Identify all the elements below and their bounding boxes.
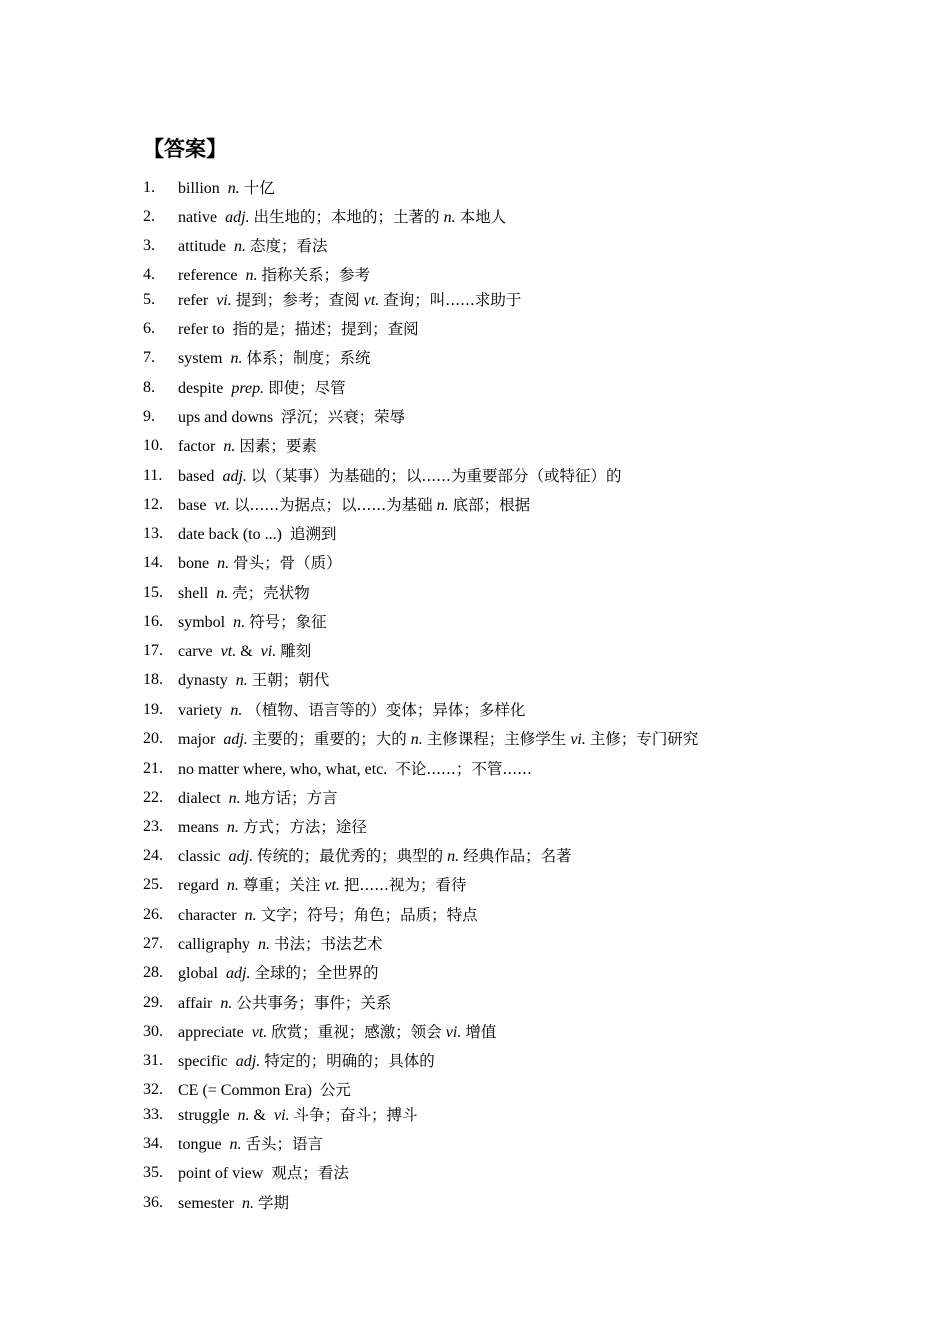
item-number: 30. [143, 1023, 163, 1040]
part-of-speech: n. [229, 1136, 242, 1153]
definition: 指的是；描述；提到；查阅 [232, 320, 419, 338]
item-text [178, 728, 698, 751]
item-number: 11. [143, 467, 163, 484]
item-text [178, 1079, 351, 1102]
definition: 壳；壳状物 [232, 584, 310, 602]
item-text [178, 523, 336, 546]
part-of-speech: vi. [445, 1024, 462, 1041]
part-of-speech: n. [230, 702, 243, 719]
item-text [178, 582, 310, 605]
definition: 特定的；明确的；具体的 [264, 1052, 435, 1070]
definition: 传统的；最优秀的；典型的 [257, 847, 444, 865]
item-text [178, 347, 370, 370]
headword: regard [178, 877, 219, 894]
item-number: 15. [143, 584, 163, 601]
part-of-speech: n. [443, 209, 456, 226]
definition: 增值 [465, 1023, 497, 1041]
headword: base [178, 497, 207, 514]
part-of-speech: vt. [220, 643, 237, 660]
definition: 以（某事）为基础的；以......为重要部分（或特征）的 [250, 467, 622, 485]
definition: 经典作品；名著 [463, 847, 572, 865]
headword: billion [178, 180, 220, 197]
definition: 指称关系；参考 [261, 266, 371, 284]
headword: despite [178, 380, 224, 397]
item-text [178, 874, 466, 897]
item-number: 4. [143, 266, 155, 283]
definition: 底部；根据 [452, 496, 531, 514]
definition: 斗争；奋斗；搏斗 [293, 1106, 418, 1124]
item-text [178, 904, 478, 927]
definition: （植物、语言等的）变体；异体；多样化 [246, 701, 526, 719]
item-number: 26. [143, 906, 163, 923]
definition: 本地人 [459, 208, 507, 226]
item-text [178, 992, 391, 1015]
definition: 尊重；关注 [242, 876, 321, 894]
definition: 地方话；方言 [244, 789, 338, 807]
item-text [178, 1133, 323, 1156]
definition: 王朝；朝代 [251, 671, 330, 689]
part-of-speech: vt. [324, 877, 340, 894]
headword: attitude [178, 238, 226, 255]
definition: 出生地的；本地的；土著的 [253, 208, 440, 226]
definition: 追溯到 [289, 525, 337, 543]
item-text [178, 177, 275, 200]
definition: 欣赏；重视；感激；领会 [271, 1023, 442, 1041]
item-text [178, 1050, 435, 1073]
definition: 提到；参考；查阅 [235, 291, 360, 309]
definition: 把......视为；看待 [343, 876, 467, 894]
item-number: 32. [143, 1081, 163, 1098]
answer-heading: 【答案】 [143, 137, 227, 161]
item-number: 22. [143, 789, 163, 806]
part-of-speech: n. [410, 731, 423, 748]
item-number: 33. [143, 1106, 163, 1123]
item-text [178, 669, 329, 692]
headword: means [178, 819, 219, 836]
headword: dialect [178, 790, 221, 807]
definition: 方式；方法；途径 [242, 818, 367, 836]
item-text [178, 640, 311, 663]
headword: specific [178, 1053, 228, 1070]
part-of-speech: n. [216, 585, 229, 602]
headword: semester [178, 1195, 234, 1212]
item-number: 18. [143, 671, 163, 688]
part-of-speech: n. [235, 672, 248, 689]
item-text [178, 318, 419, 341]
part-of-speech: adj. [226, 965, 251, 982]
definition: 不论......；不管...... [395, 760, 532, 778]
item-number: 13. [143, 525, 163, 542]
definition: 文字；符号；角色；品质；特点 [260, 906, 478, 924]
item-text [178, 933, 382, 956]
item-number: 9. [143, 408, 155, 425]
item-number: 2. [143, 208, 155, 225]
item-text [178, 435, 317, 458]
item-text [178, 758, 532, 781]
headword: ups and downs [178, 409, 274, 426]
definition: 态度；看法 [249, 237, 328, 255]
definition: 公共事务；事件；关系 [236, 994, 392, 1012]
headword: bone [178, 555, 210, 572]
part-of-speech: vi. [260, 643, 277, 660]
item-number: 7. [143, 349, 155, 366]
item-text [178, 1192, 289, 1215]
headword: carve [178, 643, 213, 660]
headword: tongue [178, 1136, 222, 1153]
item-text [178, 494, 530, 517]
definition: 学期 [257, 1194, 289, 1212]
item-number: 8. [143, 379, 155, 396]
part-of-speech: vi. [570, 731, 586, 748]
item-number: 21. [143, 760, 163, 777]
definition: 以......为据点；以......为基础 [233, 496, 433, 514]
item-text [178, 787, 338, 810]
item-text [178, 816, 367, 839]
part-of-speech: n. [233, 238, 246, 255]
headword: dynasty [178, 672, 228, 689]
headword: system [178, 350, 223, 367]
part-of-speech: vt. [251, 1024, 268, 1041]
headword: refer [178, 292, 209, 309]
item-number: 16. [143, 613, 163, 630]
item-text [178, 235, 328, 258]
item-text [178, 264, 370, 287]
headword: based [178, 468, 215, 485]
headword: point of view [178, 1165, 264, 1182]
part-of-speech: adj. [235, 1053, 261, 1070]
item-text [178, 289, 521, 312]
part-of-speech: n. [257, 936, 270, 953]
part-of-speech: n. [436, 497, 449, 514]
part-of-speech: n. [241, 1195, 254, 1212]
headword: global [178, 965, 218, 982]
headword: refer to [178, 321, 225, 338]
part-of-speech: n. [227, 180, 240, 197]
item-number: 29. [143, 994, 163, 1011]
headword: shell [178, 585, 209, 602]
item-text [178, 962, 378, 985]
item-text [178, 845, 572, 868]
headword: no matter where, who, what, etc. [178, 761, 388, 778]
definition: 浮沉；兴衰；荣辱 [281, 408, 406, 426]
part-of-speech: n. [245, 267, 258, 284]
item-number: 25. [143, 876, 163, 893]
definition: 骨头；骨（质） [233, 554, 342, 572]
headword: reference [178, 267, 238, 284]
headword: factor [178, 438, 216, 455]
item-text [178, 1104, 418, 1127]
item-text [178, 465, 621, 488]
definition: 十亿 [243, 179, 275, 197]
part-of-speech: n. [230, 350, 243, 367]
definition: 因素；要素 [239, 437, 317, 455]
headword: calligraphy [178, 936, 250, 953]
definition: 查询；叫......求助于 [383, 291, 522, 309]
part-of-speech: n. [233, 614, 246, 631]
part-of-speech: adj. [225, 209, 250, 226]
part-of-speech: adj. [223, 731, 248, 748]
part-of-speech: vt. [363, 292, 380, 309]
item-number: 19. [143, 701, 163, 718]
item-number: 3. [143, 237, 155, 254]
part-of-speech: n. [220, 995, 233, 1012]
headword: variety [178, 702, 223, 719]
item-text [178, 1021, 496, 1044]
item-number: 35. [143, 1164, 163, 1181]
definition: 全球的；全世界的 [254, 964, 379, 982]
part-of-speech: n. [223, 438, 236, 455]
definition: 雕刻 [280, 642, 312, 660]
part-of-speech: vi. [216, 292, 232, 309]
definition: 书法；书法艺术 [273, 935, 383, 953]
headword: classic [178, 848, 221, 865]
item-number: 10. [143, 437, 163, 454]
item-number: 20. [143, 730, 163, 747]
item-text [178, 1162, 349, 1185]
part-of-speech: n. [237, 1107, 250, 1124]
item-number: 14. [143, 554, 163, 571]
definition: 主要的；重要的；大的 [251, 730, 407, 748]
definition: 即使；尽管 [268, 379, 346, 397]
definition: 体系；制度；系统 [246, 349, 371, 367]
definition: 舌头；语言 [245, 1135, 324, 1153]
item-text [178, 406, 405, 429]
item-number: 34. [143, 1135, 163, 1152]
headword: struggle [178, 1107, 230, 1124]
headword: affair [178, 995, 213, 1012]
part-of-speech: vt. [214, 497, 230, 514]
headword: CE (= Common Era) [178, 1082, 312, 1099]
headword: appreciate [178, 1024, 244, 1041]
item-text [178, 611, 327, 634]
part-of-speech: n. [228, 790, 241, 807]
headword: major [178, 731, 216, 748]
definition: 主修课程；主修学生 [426, 730, 567, 748]
part-of-speech: prep. [231, 380, 265, 397]
definition: 观点；看法 [271, 1164, 349, 1182]
item-number: 28. [143, 964, 163, 981]
headword: date back (to ...) [178, 526, 282, 543]
item-number: 27. [143, 935, 163, 952]
item-number: 24. [143, 847, 163, 864]
headword: & [240, 643, 253, 660]
definition: 公元 [319, 1081, 351, 1099]
item-text [178, 552, 342, 575]
part-of-speech: n. [244, 907, 257, 924]
part-of-speech: vi. [274, 1107, 290, 1124]
item-number: 5. [143, 291, 155, 308]
headword: & [253, 1107, 266, 1124]
definition: 符号；象征 [249, 613, 327, 631]
item-number: 17. [143, 642, 163, 659]
part-of-speech: n. [447, 848, 460, 865]
item-text [178, 699, 525, 722]
item-number: 31. [143, 1052, 163, 1069]
item-text [178, 377, 346, 400]
headword: character [178, 907, 237, 924]
item-text [178, 206, 506, 229]
headword: symbol [178, 614, 226, 631]
item-number: 1. [143, 179, 155, 196]
item-number: 23. [143, 818, 163, 835]
part-of-speech: n. [226, 819, 239, 836]
part-of-speech: n. [226, 877, 239, 894]
part-of-speech: adj. [228, 848, 254, 865]
item-number: 6. [143, 320, 155, 337]
headword: native [178, 209, 218, 226]
definition: 主修；专门研究 [589, 730, 699, 748]
part-of-speech: adj. [222, 468, 247, 485]
part-of-speech: n. [217, 555, 230, 572]
item-number: 36. [143, 1194, 163, 1211]
item-number: 12. [143, 496, 163, 513]
